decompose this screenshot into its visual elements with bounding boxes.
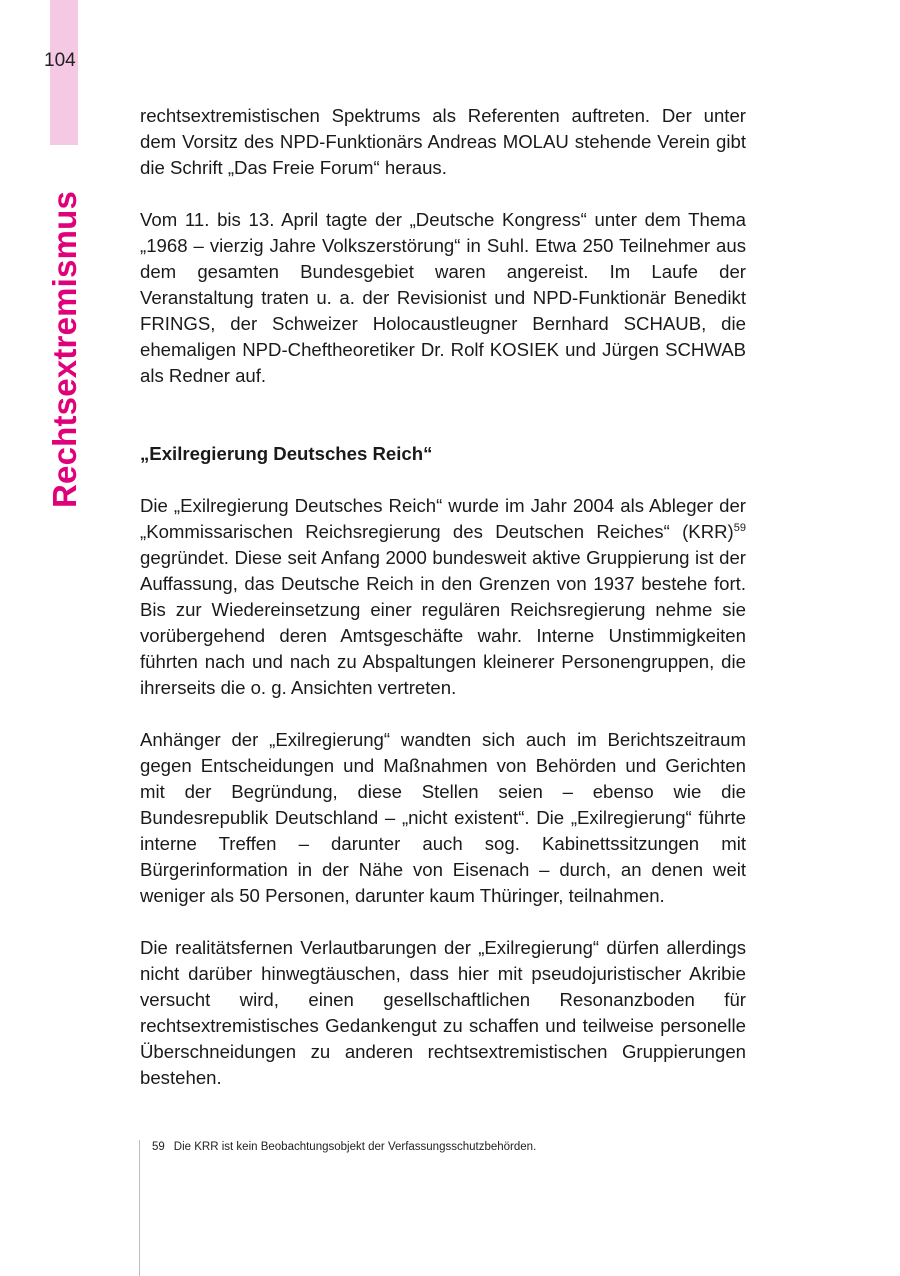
main-text <box>140 103 746 1091</box>
paragraph-1: rechtsextremistischen Spektrums als Referenten auftreten. Der unter dem Vorsitz des NPD-Funktionärs Andreas MOLAU stehende Verein gibt die Schrift „Das Freie Forum“ heraus. <box>140 105 746 178</box>
page-number-band <box>50 0 78 145</box>
footnote <box>152 1141 536 1153</box>
footnote-number: 59 <box>152 1141 165 1153</box>
paragraph-2: Vom 11. bis 13. April tagte der „Deutsche Kongress“ unter dem Thema „1968 – vierzig Jahre Volkszerstörung“ in Suhl. Etwa 250 Teilnehmer aus dem gesamten Bundesgebiet waren angereist. Im Laufe der Veranstaltung traten u. a. der Revisionist und NPD-Funktionär Benedikt FRINGS, der Schweizer Holocaustleugner Bernhard SCHAUB, die ehemaligen NPD-Cheftheoretiker Dr. Rolf KOSIEK und Jürgen SCHWAB als Redner auf. <box>140 209 746 386</box>
paragraph-3 <box>140 493 746 701</box>
paragraph-5: Die realitätsfernen Verlautbarungen der „Exilregierung“ dürfen allerdings nicht darüber hinwegtäuschen, dass hier mit pseudojuristischer Akribie versucht wird, einen gesellschaftlichen Resonanzboden für rechtsextremistisches Gedankengut zu schaffen und teilweise personelle Überschneidungen zu anderen rechtsextremistischen Gruppierungen bestehen. <box>140 937 746 1088</box>
paragraph-4: Anhänger der „Exilregierung“ wandten sich auch im Berichtszeitraum gegen Entscheidungen und Maßnahmen von Behörden und Gerichten mit der Begründung, diese Stellen seien – ebenso wie die Bundesrepublik Deutschland – „nicht existent“. Die „Exilregierung“ führte interne Treffen – darunter auch sog. Kabinettssitzungen mit Bürgerinformation in der Nähe von Eisenach – durch, an denen weit weniger als 50 Personen, darunter kaum Thüringer, teilnahmen. <box>140 729 746 906</box>
page-number: 104 <box>44 50 76 71</box>
footnote-text: Die KRR ist kein Beobachtungsobjekt der Verfassungsschutzbehörden. <box>173 1141 537 1153</box>
section-heading: „Exilregierung Deutsches Reich“ <box>140 443 433 464</box>
section-side-title: Rechtsextremismus <box>46 190 83 508</box>
footnote-divider <box>139 1140 140 1276</box>
paragraph-3-part-2: gegründet. Diese seit Anfang 2000 bundesweit aktive Gruppierung ist der Auffassung, das Deutsche Reich in den Grenzen von 1937 bestehe fort. Bis zur Wiedereinsetzung einer regulären Reichsregierung nehme sie vorübergehend deren Amtsgeschäfte wahr. Interne Unstimmigkeiten führten nach und nach zu Abspaltungen kleinerer Personengruppen, die ihrerseits die o. g. Ansichten vertreten. <box>140 547 746 698</box>
paragraph-3-part-1: Die „Exilregierung Deutsches Reich“ wurde im Jahr 2004 als Ableger der „Kommissarischen Reichsregierung des Deutschen Reiches“ (KRR) <box>140 495 746 542</box>
footnote-reference[interactable]: 59 <box>733 521 746 534</box>
